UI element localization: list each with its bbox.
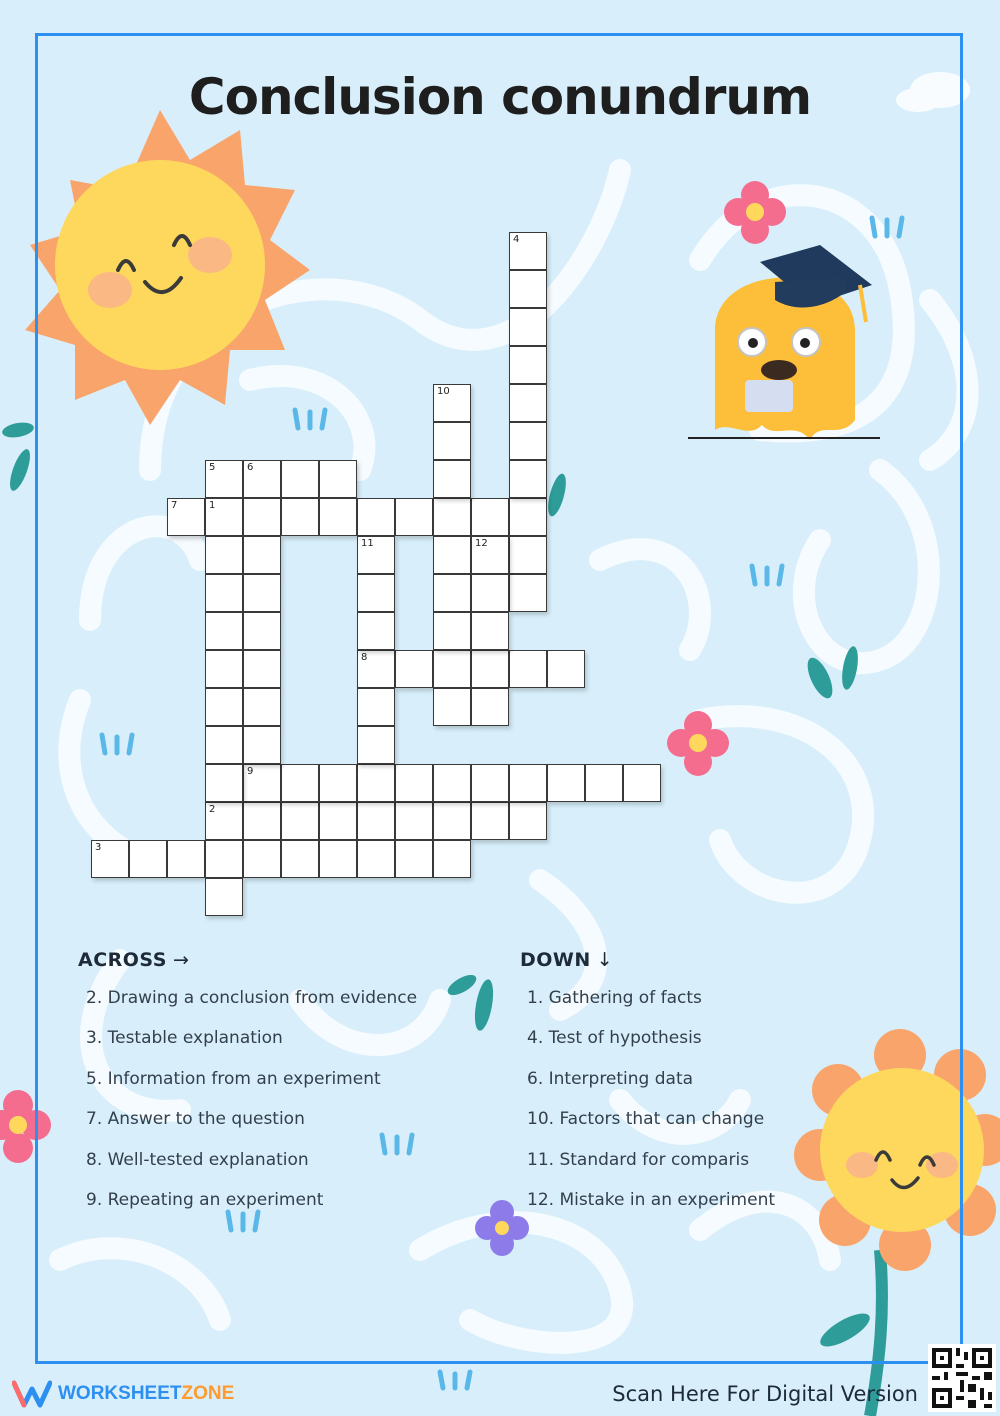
crossword-cell[interactable]	[471, 650, 509, 688]
crossword-cell[interactable]	[471, 498, 509, 536]
across-clue: 5. Information from an experiment	[86, 1068, 381, 1089]
crossword-cell[interactable]	[357, 802, 395, 840]
crossword-cell[interactable]	[281, 840, 319, 878]
crossword-cell[interactable]	[243, 802, 281, 840]
crossword-cell[interactable]	[91, 840, 129, 878]
crossword-cell[interactable]	[547, 764, 585, 802]
crossword-cell[interactable]	[205, 498, 243, 536]
across-clue: 9. Repeating an experiment	[86, 1189, 324, 1210]
crossword-cell[interactable]	[433, 498, 471, 536]
across-clue: 7. Answer to the question	[86, 1109, 305, 1130]
clue-number: 7	[171, 500, 178, 511]
crossword-cell[interactable]	[433, 536, 471, 574]
crossword-cell[interactable]	[205, 574, 243, 612]
clue-number: 3	[95, 842, 102, 853]
down-clue: 6. Interpreting data	[527, 1068, 694, 1089]
crossword-cell[interactable]	[205, 726, 243, 764]
across-clue: 2. Drawing a conclusion from evidence	[86, 988, 418, 1008]
crossword-cell[interactable]	[623, 764, 661, 802]
crossword-cell[interactable]	[509, 536, 547, 574]
crossword-cell[interactable]	[433, 460, 471, 498]
down-clue: 12. Mistake in an experiment	[527, 1189, 776, 1210]
crossword-cell[interactable]	[471, 802, 509, 840]
crossword-cell[interactable]	[509, 308, 547, 346]
clue-number: 10	[437, 386, 450, 397]
scan-text: Scan Here For Digital Version	[612, 1382, 918, 1406]
crossword-cell[interactable]	[395, 840, 433, 878]
page-title: Conclusion conundrum	[188, 68, 812, 126]
crossword-cell[interactable]	[205, 650, 243, 688]
crossword-cell[interactable]	[167, 840, 205, 878]
crossword-cell[interactable]	[357, 840, 395, 878]
crossword-cell[interactable]	[243, 764, 281, 802]
across-clue: 8. Well-tested explanation	[86, 1149, 309, 1170]
crossword-cell[interactable]	[395, 498, 433, 536]
brand-logo: WORKSHEET ZONE	[12, 1378, 234, 1410]
clue-number: 12	[475, 538, 488, 549]
clue-number: 9	[247, 766, 254, 777]
crossword-cell[interactable]	[471, 536, 509, 574]
crossword-cell[interactable]	[471, 612, 509, 650]
crossword-cell[interactable]	[433, 384, 471, 422]
crossword-cell[interactable]	[205, 764, 243, 802]
crossword-cell[interactable]	[243, 726, 281, 764]
crossword-cell[interactable]	[129, 840, 167, 878]
arrow-down-icon: ↓	[596, 949, 614, 971]
crossword-cell[interactable]	[357, 612, 395, 650]
down-heading: DOWN ↓	[520, 949, 614, 971]
crossword-cell[interactable]	[243, 840, 281, 878]
crossword-cell[interactable]	[205, 536, 243, 574]
crossword-cell[interactable]	[509, 764, 547, 802]
crossword-cell[interactable]	[319, 764, 357, 802]
crossword-cell[interactable]	[433, 650, 471, 688]
crossword-cell[interactable]	[319, 498, 357, 536]
crossword-cell[interactable]	[471, 764, 509, 802]
crossword-cell[interactable]	[433, 612, 471, 650]
across-clue: 3. Testable explanation	[86, 1028, 283, 1049]
clue-number: 11	[361, 538, 374, 549]
clue-number: 5	[209, 462, 216, 473]
across-clue-list	[86, 988, 417, 1230]
arrow-right-icon: →	[172, 949, 190, 971]
crossword-cell[interactable]	[357, 536, 395, 574]
crossword-cell[interactable]	[319, 840, 357, 878]
crossword-cell[interactable]	[357, 688, 395, 726]
down-clue: 1. Gathering of facts	[527, 988, 702, 1008]
crossword-cell[interactable]	[167, 498, 205, 536]
crossword-cell[interactable]	[243, 612, 281, 650]
crossword-cell[interactable]	[205, 802, 243, 840]
crossword-cell[interactable]	[433, 688, 471, 726]
crossword-cell[interactable]	[509, 270, 547, 308]
logo-icon	[12, 1379, 52, 1409]
across-heading: ACROSS →	[78, 949, 190, 971]
down-clue: 11. Standard for comparis	[527, 1149, 750, 1170]
crossword-cell[interactable]	[319, 460, 357, 498]
crossword-cell[interactable]	[509, 802, 547, 840]
crossword-cell[interactable]	[471, 688, 509, 726]
clue-number: 1	[209, 500, 216, 511]
qr-code-icon[interactable]	[928, 1344, 996, 1412]
crossword-cell[interactable]	[509, 460, 547, 498]
crossword-cell[interactable]	[357, 650, 395, 688]
crossword-cell[interactable]	[281, 802, 319, 840]
crossword-cell[interactable]	[205, 840, 243, 878]
crossword-cell[interactable]	[471, 574, 509, 612]
crossword-cell[interactable]	[433, 422, 471, 460]
crossword-cell[interactable]	[509, 498, 547, 536]
down-clue: 4. Test of hypothesis	[527, 1028, 702, 1049]
crossword-cell[interactable]	[205, 460, 243, 498]
clue-number: 2	[209, 804, 216, 815]
crossword-cell[interactable]	[509, 574, 547, 612]
crossword-cell[interactable]	[205, 878, 243, 916]
crossword-cell[interactable]	[281, 764, 319, 802]
crossword-cell[interactable]	[395, 650, 433, 688]
crossword-cell[interactable]	[585, 764, 623, 802]
crossword-cell[interactable]	[433, 574, 471, 612]
crossword-cell[interactable]	[509, 346, 547, 384]
crossword-cell[interactable]	[281, 460, 319, 498]
crossword-cell[interactable]	[509, 232, 547, 270]
crossword-cell[interactable]	[547, 650, 585, 688]
crossword-cell[interactable]	[509, 650, 547, 688]
crossword-cell[interactable]	[243, 498, 281, 536]
crossword-cell[interactable]	[243, 688, 281, 726]
crossword-cell[interactable]	[281, 498, 319, 536]
clue-number: 8	[361, 652, 368, 663]
crossword-cell[interactable]	[509, 422, 547, 460]
crossword-cell[interactable]	[433, 764, 471, 802]
crossword-cell[interactable]	[243, 650, 281, 688]
crossword-cell[interactable]	[205, 688, 243, 726]
crossword-cell[interactable]	[243, 574, 281, 612]
crossword-cell[interactable]	[433, 802, 471, 840]
crossword-cell[interactable]	[243, 460, 281, 498]
crossword-cell[interactable]	[357, 498, 395, 536]
clue-number: 6	[247, 462, 254, 473]
crossword-cell[interactable]	[243, 536, 281, 574]
crossword-cell[interactable]	[509, 384, 547, 422]
crossword-cell[interactable]	[205, 612, 243, 650]
crossword-cell[interactable]	[395, 764, 433, 802]
crossword-cell[interactable]	[395, 802, 433, 840]
crossword-cell[interactable]	[357, 574, 395, 612]
clue-number: 4	[513, 234, 520, 245]
crossword-cell[interactable]	[433, 840, 471, 878]
crossword-cell[interactable]	[357, 726, 395, 764]
down-clue-list	[527, 988, 775, 1230]
crossword-cell[interactable]	[357, 764, 395, 802]
crossword-cell[interactable]	[319, 802, 357, 840]
down-clue: 10. Factors that can change	[527, 1109, 765, 1130]
